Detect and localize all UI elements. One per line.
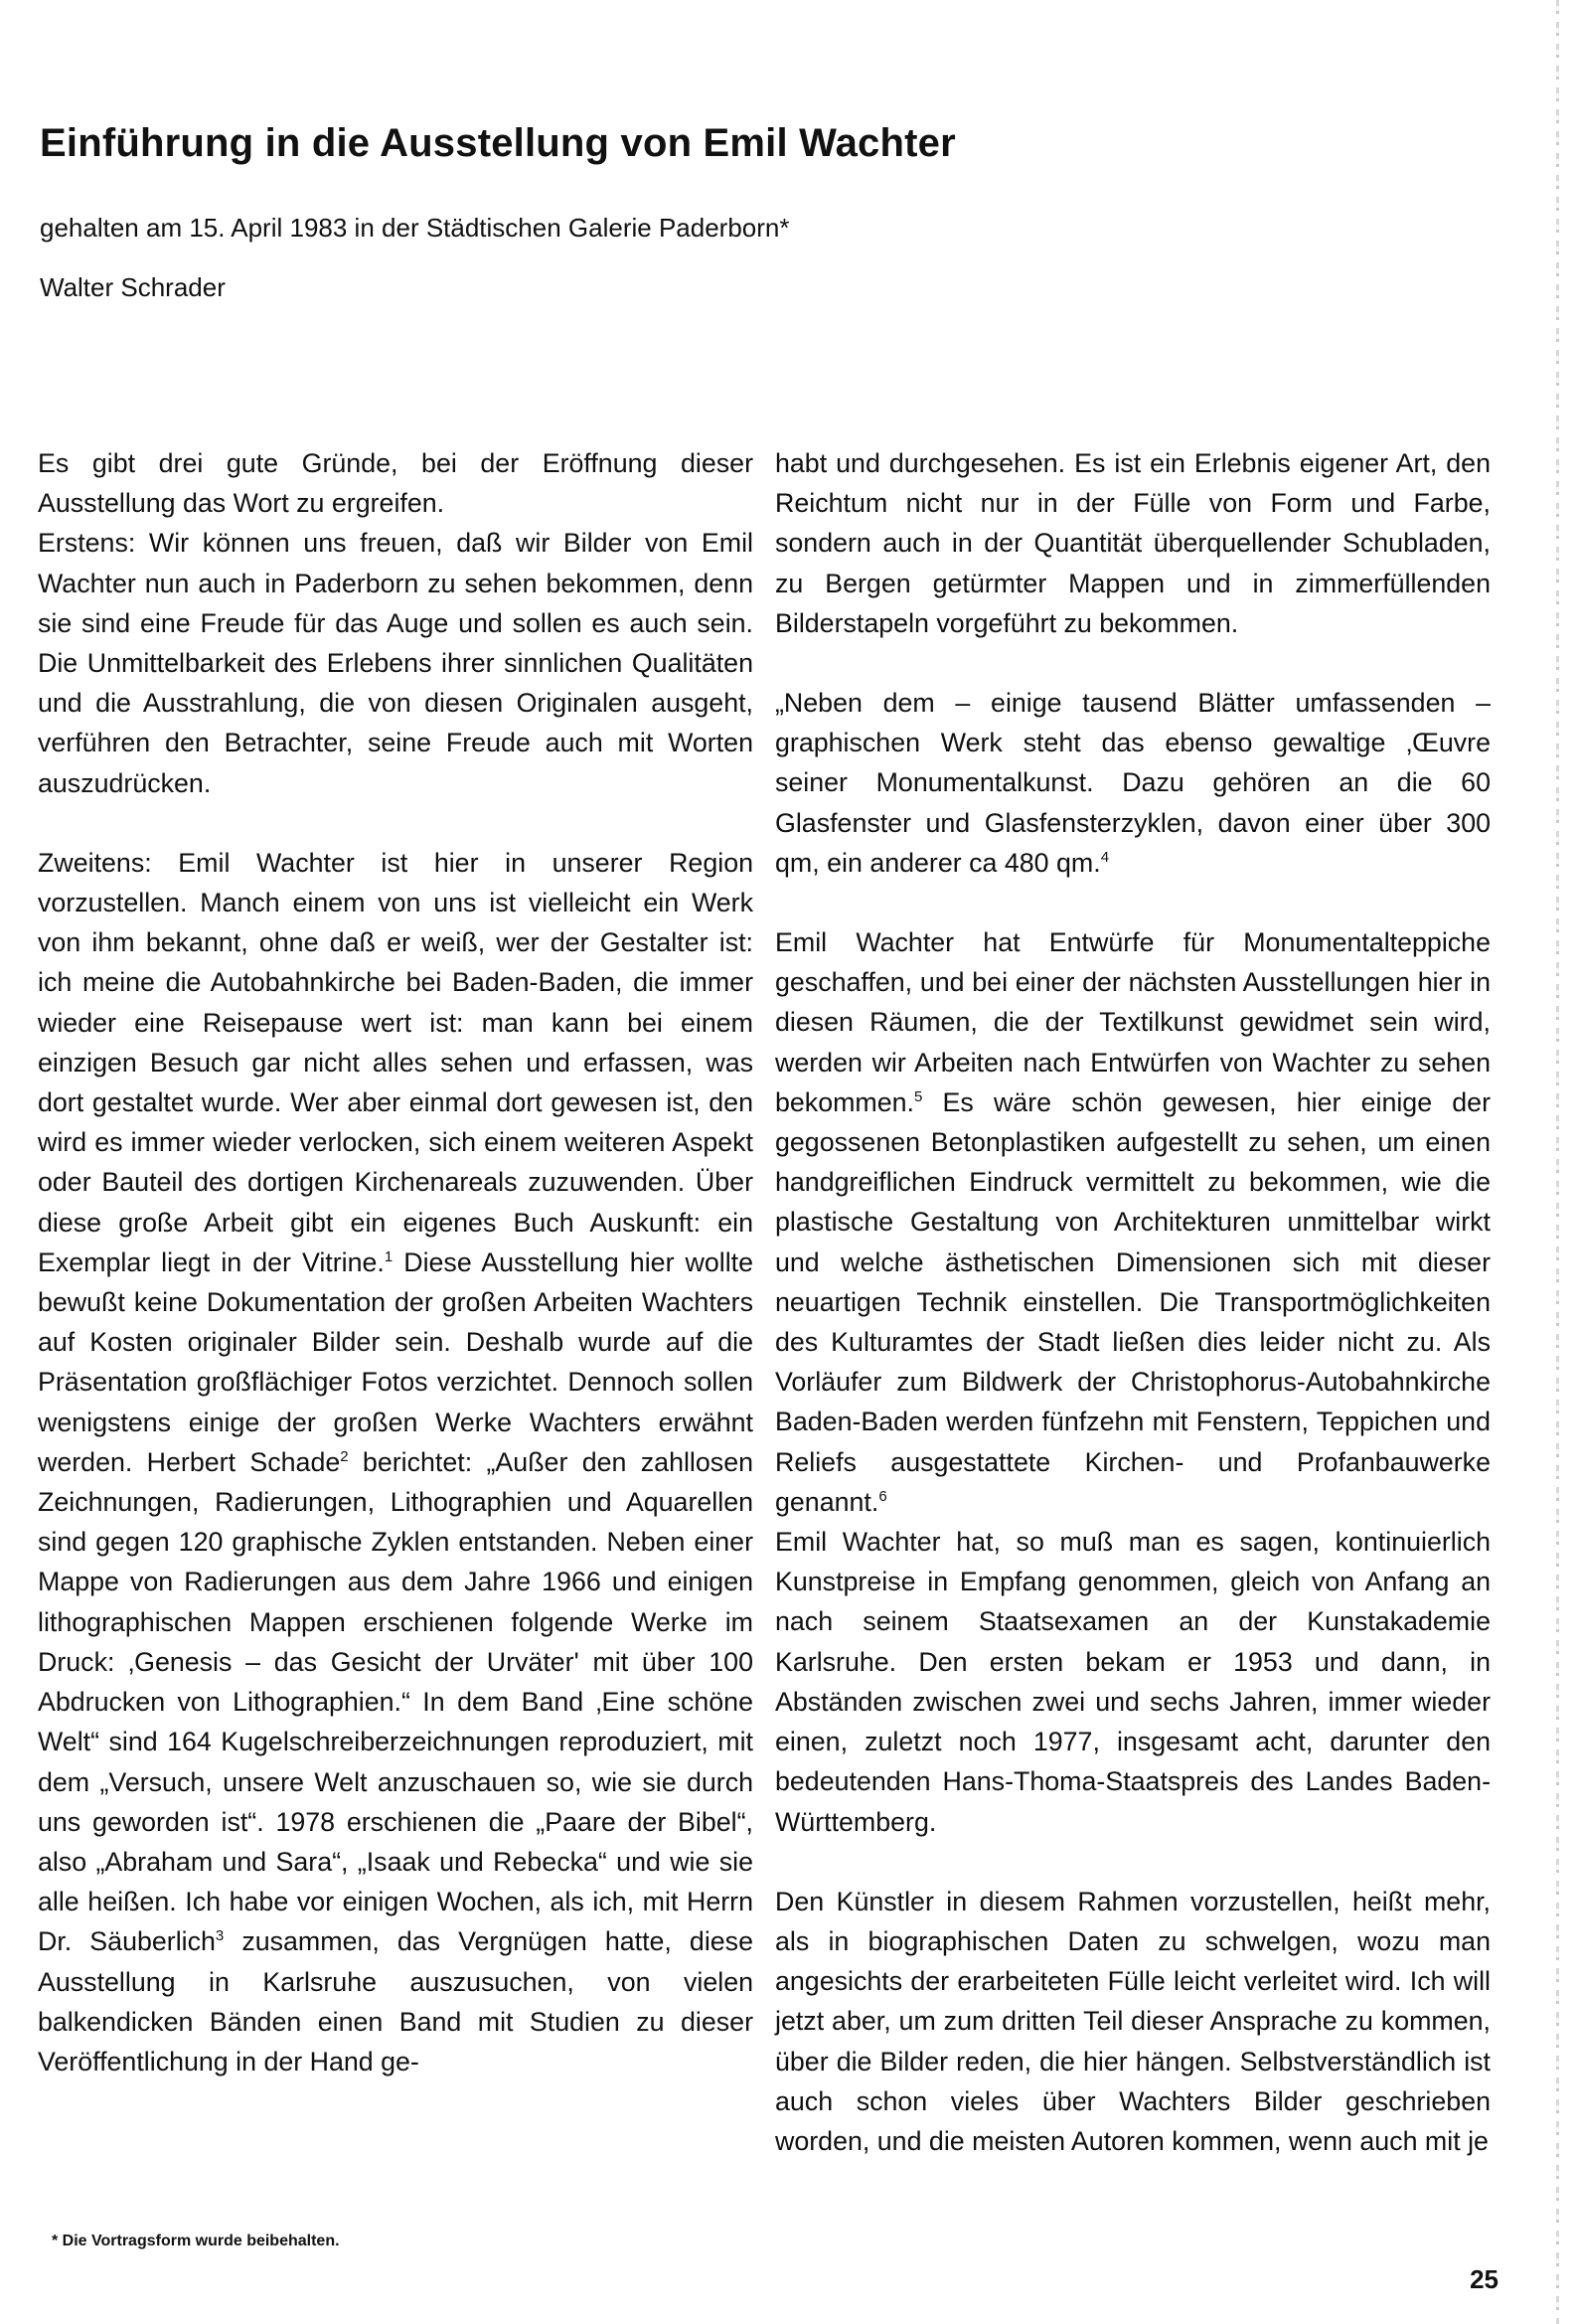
text-run: zusammen, das Vergnügen hatte, diese Ausstellung in Karlsruhe auszusuchen, von vielen balkendicken Bänden einen Band mit Studien zu dieser Veröffentlichung in der Hand ge- [38,1926,753,2076]
text-run: Zweitens: Emil Wachter ist hier in unserer Region vorzustellen. Manch einem von uns ist vielleicht ein Werk von ihm bekannt, ohne daß er weiß, wer der Gestalter ist: ich meine die Autobahnkirche bei Baden-Baden, die immer wieder eine Reisepause wert ist: man kann bei einem einzigen Besuch gar nicht alles sehen und erfassen, was dort gestaltet wurde. Wer aber einmal dort gewesen ist, den wird es immer wieder verlocken, sich einem weiteren Aspekt oder Bauteil des dortigen Kirchenareals zuzuwenden. Über diese große Arbeit gibt ein eigenes Buch Auskunft: ein Exemplar liegt in der Vitrine. [38,847,753,1277]
footnote-ref: 1 [384,1247,394,1265]
article-title: Einführung in die Ausstellung von Emil Wachter [40,121,956,165]
text-run: berichtet: „Außer den zahllosen Zeichnungen, Radierungen, Lithographien und Aquarellen sind gegen 120 graphische Zyklen entstanden. Neben einer Mappe von Radierungen aus dem Jahre 1966 und einigen lithographischen Mappen erschienen folgende Werke im Druck: ‚Genesis – das Gesicht der Urväter' mit über 100 Abdrucken von Lithographien.“ In dem Band ‚Eine schöne Welt“ sind 164 Kugelschreiberzeichnungen reproduziert, mit dem „Versuch, unsere Welt anzuschauen so, wie sie durch uns geworden ist“. 1978 erschienen die „Paare der Bibel“, also „Abraham und Sara“, „Isaak und Rebecka“ und wie sie alle heißen. Ich habe vor einigen Wochen, als ich, mit Herrn Dr. Säuberlich [38,1446,753,1957]
paragraph [775,922,1491,1522]
paragraph [775,683,1491,883]
paragraph: Emil Wachter hat, so muß man es sagen, kontinuierlich Kunstpreise in Empfang genommen, gleich von Anfang an nach seinem Staatsexamen an der Kunstakademie Karlsruhe. Den ersten bekam er 1953 und dann, in Abständen zwischen zwei und sechs Jahren, immer wieder einen, zuletzt noch 1977, insgesamt acht, darunter den bedeutenden Hans-Thoma-Staatspreis des Landes Baden-Württemberg. [775,1527,1491,1837]
right-column [775,443,1491,2161]
paragraph: Den Künstler in diesem Rahmen vorzustellen, heißt mehr, als in biographischen Daten zu schwelgen, wozu man angesichts der erarbeiteten Fülle leicht verleitet wird. Ich will jetzt aber, um zum dritten Teil dieser Ansprache zu kommen, über die Bilder reden, die hier hängen. Selbstverständlich ist auch schon vieles über Wachters Bilder geschrieben worden, und die meisten Autoren kommen, wenn auch mit je [775,1886,1491,2156]
paragraph [38,843,753,2081]
page-number: 25 [1470,2264,1498,2294]
footnote: * Die Vortragsform wurde beibehalten. [52,2233,340,2249]
text-run: Emil Wachter hat Entwürfe für Monumentalteppiche geschaffen, und bei einer der nächsten Ausstellungen hier in diesen Räumen, die der Textilkunst gewidmet sein wird, werden wir Arbeiten nach Entwürfen von Wachter zu sehen bekommen. [775,927,1491,1117]
article-subtitle: gehalten am 15. April 1983 in der Städtischen Galerie Paderborn* [40,213,790,243]
footnote-ref: 2 [340,1447,349,1465]
text-run: Es wäre schön gewesen, hier einige der gegossenen Betonplastiken aufgestellt zu sehen, um einen handgreiflichen Eindruck vermittelt zu bekommen, wie die plastische Gestaltung von Architekturen unmittelbar wirkt und welche ästhetischen Dimensionen sich mit dieser neuartigen Technik einstellen. Die Transportmöglichkeiten des Kulturamtes der Stadt ließen dies leider nicht zu. Als Vorläufer zum Bildwerk der Christophorus-Autobahnkirche Baden-Baden werden fünfzehn mit Fenstern, Teppichen und Reliefs ausgestattete Kirchen- und Profanbauwerke genannt. [775,1086,1491,1517]
text-run: „Neben dem – einige tausend Blätter umfassenden – graphischen Werk steht das ebenso gewaltige ‚Œuvre seiner Monumentalkunst. Dazu gehören an die 60 Glasfenster und Glasfensterzyklen, davon einer über 300 qm, ein anderer ca 480 qm. [775,688,1491,878]
footnote-ref: 3 [215,1927,225,1945]
footnote-ref: 4 [1100,848,1110,866]
left-column [38,443,753,2081]
footnote-ref: 6 [878,1487,887,1505]
text-run: Diese Ausstellung hier wollte bewußt keine Dokumentation der großen Arbeiten Wachters auf Kosten originaler Bilder sein. Deshalb wurde auf die Präsentation großflächiger Fotos verzichtet. Dennoch sollen wenigstens einige der großen Werke Wachters erwähnt werden. Herbert Schade [38,1246,754,1477]
paragraph: Erstens: Wir können uns freuen, daß wir Bilder von Emil Wachter nun auch in Paderborn zu sehen bekommen, denn sie sind eine Freude für das Auge und sollen es auch sein. Die Unmittelbarkeit des Erlebens ihrer sinnlichen Qualitäten und die Ausstrahlung, die von diesen Originalen ausgeht, verführen den Betrachter, seine Freude auch mit Worten auszudrücken. [38,528,753,798]
paragraph: habt und durchgesehen. Es ist ein Erlebnis eigener Art, den Reichtum nicht nur in der Fülle von Form und Farbe, sondern auch in der Quantität überquellender Schubladen, zu Bergen getürmter Mappen und in zimmerfüllenden Bilderstapeln vorgeführt zu bekommen. [775,448,1491,638]
author-name: Walter Schrader [40,272,226,302]
page-edge [1556,0,1559,2324]
paragraph: Es gibt drei gute Gründe, bei der Eröffnung dieser Ausstellung das Wort zu ergreifen. [38,448,753,519]
footnote-ref: 5 [914,1087,923,1105]
